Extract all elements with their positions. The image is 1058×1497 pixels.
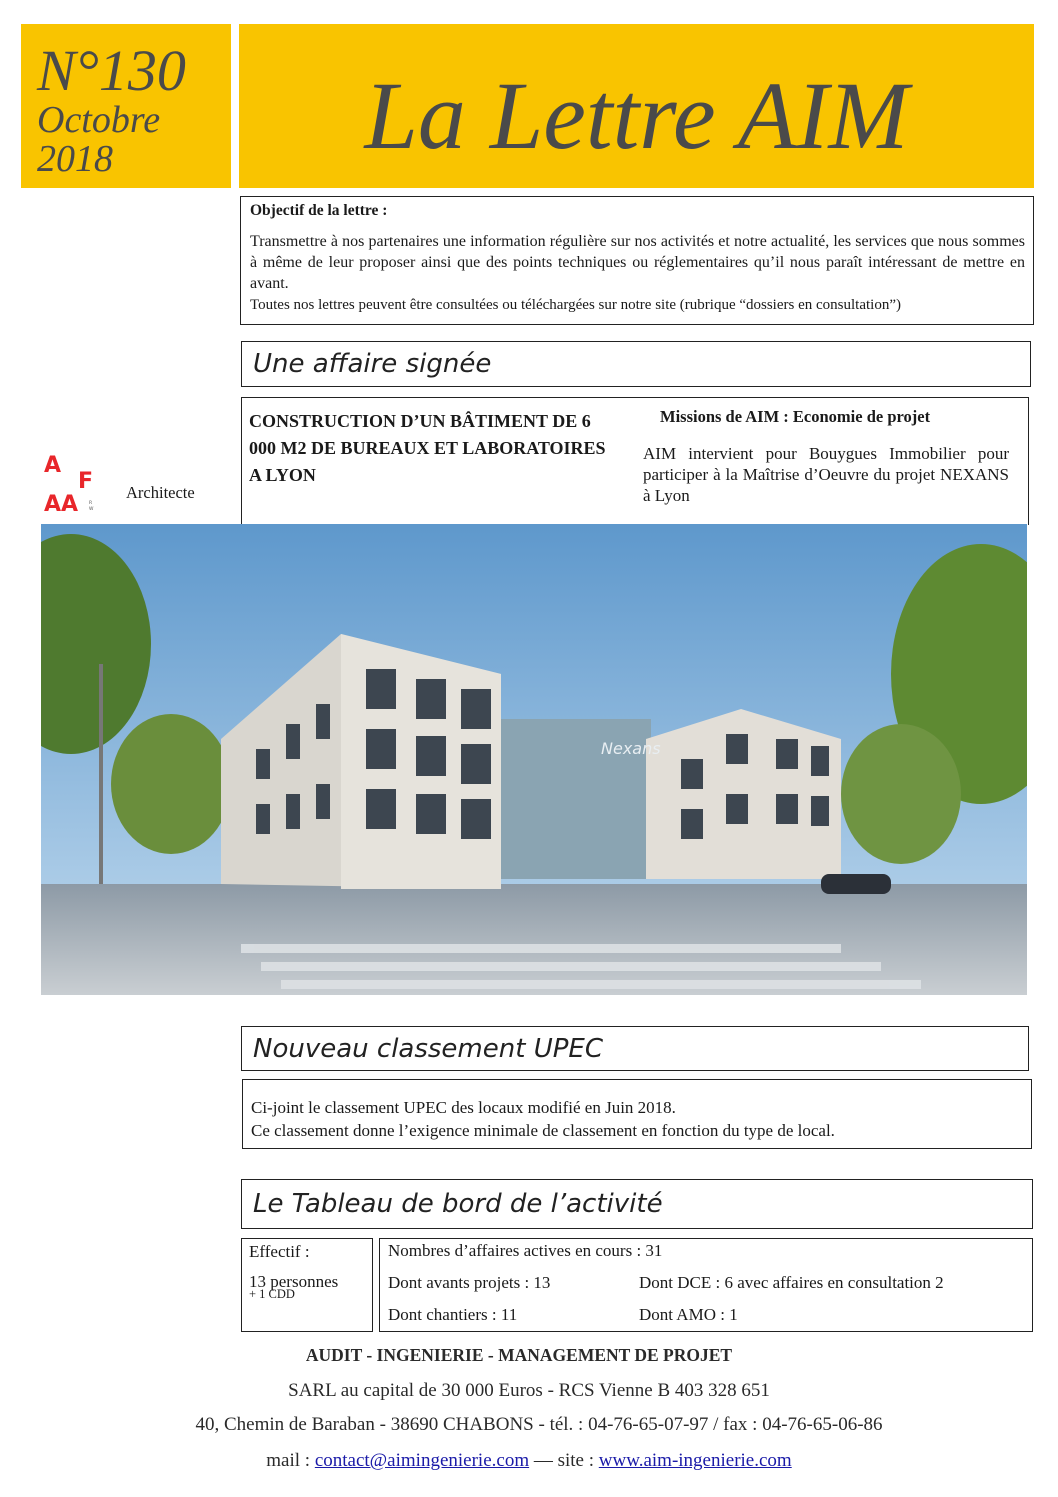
objective-box (240, 196, 1034, 325)
footer-separator: — site : (529, 1450, 599, 1471)
architect-label: Architecte (126, 483, 195, 502)
stats-box (379, 1238, 1033, 1332)
page-title: La Lettre AIM (364, 62, 909, 169)
issue-month: Octobre (37, 99, 161, 141)
section-heading-tableau: Le Tableau de bord de l’activité (241, 1179, 1033, 1229)
issue-year: 2018 (37, 138, 113, 180)
footer-contact (0, 1450, 1058, 1472)
upec-box (242, 1079, 1032, 1149)
svg-text:W: W (89, 507, 94, 512)
effectif-label: Effectif : (249, 1242, 310, 1261)
footer-address: 40, Chemin de Baraban - 38690 CHABONS - tél. : 04-76-65-07-97 / fax : 04-76-65-06-86 (195, 1414, 883, 1435)
masthead (239, 24, 1034, 188)
missions-body: AIM intervient pour Bouygues Immobilier pour participer à la Maîtrise d’Oeuvre du projet NEXANS à Lyon (643, 444, 1009, 505)
building-photo (41, 524, 1027, 995)
footer-mail-label: mail : (266, 1450, 315, 1471)
footer-tagline: AUDIT - INGENIERIE - MANAGEMENT DE PROJET (305, 1345, 733, 1365)
missions-heading: Missions de AIM : Economie de projet (660, 407, 931, 426)
upec-line-1: Ci-joint le classement UPEC des locaux modifié en Juin 2018. (251, 1098, 676, 1117)
site-link[interactable]: www.aim-ingenierie.com (598, 1450, 792, 1471)
stat-avant-projets: Dont avants projets : 13 (388, 1273, 551, 1292)
objective-heading: Objectif de la lettre : (250, 202, 388, 219)
upec-line-2: Ce classement donne l’exigence minimale de classement en fonction du type de local. (251, 1121, 835, 1140)
effectif-extra: + 1 CDD (249, 1287, 295, 1301)
svg-text:A: A (44, 453, 62, 478)
objective-body: Transmettre à nos partenaires une information régulière sur nos activités et notre actualité, les services que nous sommes à même de leur proposer ainsi que des points techniques ou réglementaires qu’il nous paraît intéressant de mettre en avant. (250, 233, 1025, 292)
project-title: CONSTRUCTION D’UN BÂTIMENT DE 6 000 M2 DE BUREAUX ET LABORATOIRES A LYON (249, 411, 606, 485)
svg-text:AA: AA (44, 492, 79, 516)
email-link[interactable]: contact@aimingenierie.com (314, 1450, 530, 1471)
effectif-box (241, 1238, 373, 1332)
effectif-value: 13 personnes (249, 1272, 339, 1291)
svg-text:R: R (89, 501, 93, 506)
svg-text:F: F (78, 469, 94, 494)
architect-logo (42, 450, 106, 516)
stat-chantiers: Dont chantiers : 11 (388, 1305, 518, 1324)
stat-active: Nombres d’affaires actives en cours : 31 (388, 1241, 663, 1260)
objective-note: Toutes nos lettres peuvent être consultées ou téléchargées sur notre site (rubrique “dossiers en consultation”) (250, 297, 901, 313)
stat-dce: Dont DCE : 6 avec affaires en consultation 2 (639, 1273, 944, 1292)
building-sign: Nexans (601, 739, 661, 758)
issue-number: N°130 (37, 38, 186, 103)
footer-company: SARL au capital de 30 000 Euros - RCS Vienne B 403 328 651 (288, 1380, 770, 1401)
stat-amo: Dont AMO : 1 (639, 1305, 738, 1324)
section-heading-affaire: Une affaire signée (241, 341, 1031, 387)
issue-box (21, 24, 231, 188)
section-heading-upec: Nouveau classement UPEC (241, 1026, 1029, 1071)
